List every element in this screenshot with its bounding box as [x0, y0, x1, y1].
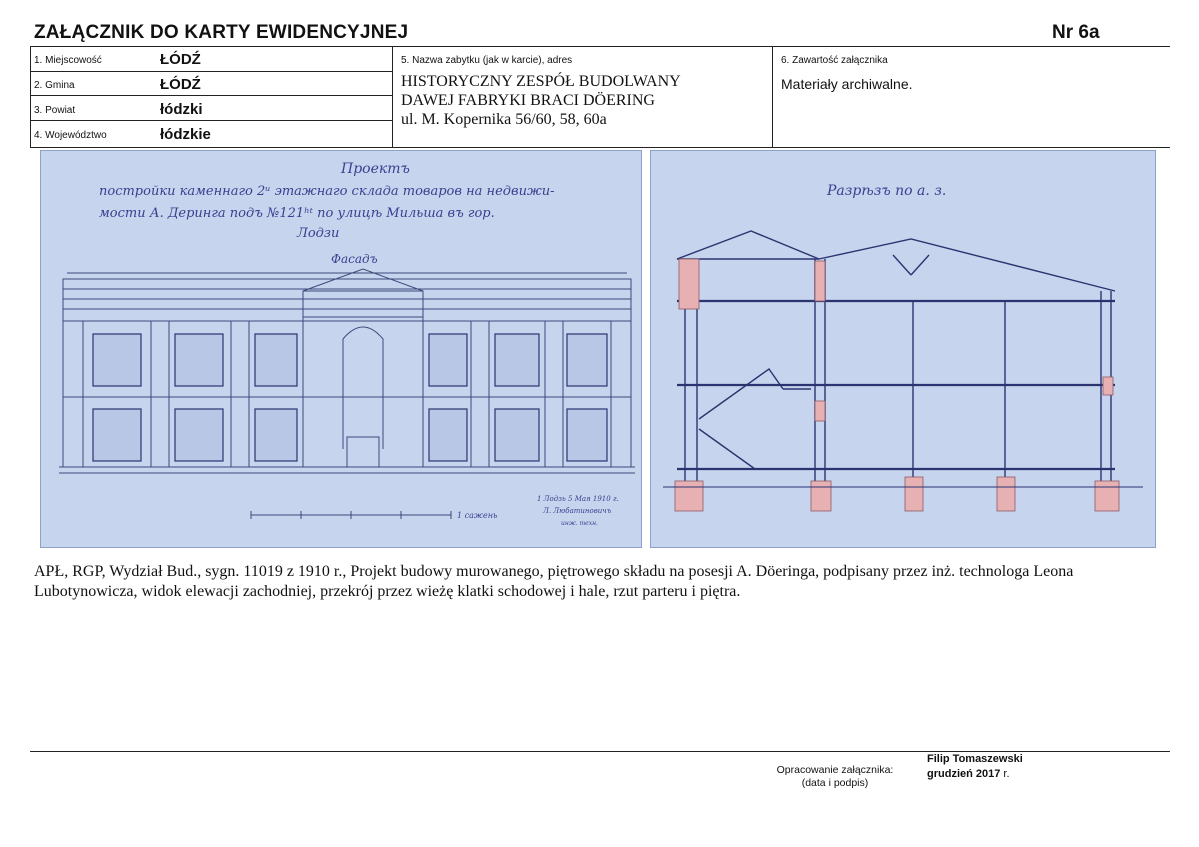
field-value-wojewodztwo: łódzkie: [160, 126, 211, 143]
monument-line: HISTORYCZNY ZESPÓŁ BUDOLWANY: [401, 73, 681, 90]
facade-signature: инж. техн.: [561, 520, 598, 527]
date-suffix: r.: [1000, 768, 1010, 780]
column-divider: [772, 46, 773, 147]
cross-section-svg: [651, 151, 1155, 547]
facade-scale-label: 1 сажень: [457, 511, 498, 520]
facade-handwriting: Лодзи: [297, 226, 340, 241]
preparation-label-line: (data i podpis): [801, 777, 869, 789]
facade-subtitle: Фасадъ: [331, 252, 378, 266]
form-bottom-rule: [30, 147, 1170, 148]
row-divider: [30, 95, 392, 96]
monument-line: DAWEJ FABRYKI BRACI DÖERING: [401, 92, 655, 109]
archival-caption: APŁ, RGP, Wydział Bud., sygn. 11019 z 1910 r., Projekt budowy murowanego, piętrowego składu na posesji A. Döeringa, podpisany przez inż. technologa Leona Lubotynowicza, widok elewacji zachodniej, przekrój przez wieżę klatki schodowej i hale, rzut parteru i piętra.: [34, 563, 1074, 600]
field-value-powiat: łódzki: [160, 101, 203, 118]
facade-handwriting: Проектъ: [341, 161, 410, 177]
field-label-gmina: 2. Gmina: [34, 80, 75, 91]
section-drawing: [650, 150, 1156, 548]
preparation-label-line: Opracowanie załącznika:: [776, 764, 894, 776]
facade-handwriting: мости А. Деринга подъ №121ʰᵗ по улицѣ Мильша въ гор.: [99, 206, 495, 221]
monument-name-address: [401, 72, 681, 129]
facade-handwriting: постройки каменнаго 2ᵘ этажнаго склада товаров на недвижи-: [99, 184, 555, 199]
author-block: [927, 752, 1023, 782]
facade-drawing: [40, 150, 642, 548]
section-title: Разрѣзъ по а. з.: [827, 183, 947, 199]
row-divider: [30, 120, 392, 121]
column-divider: [392, 46, 393, 147]
field-value-miejscowosc: ŁÓDŹ: [160, 51, 201, 68]
attachment-number: Nr 6a: [1052, 22, 1100, 43]
page-title: ZAŁĄCZNIK DO KARTY EWIDENCYJNEJ: [34, 22, 409, 43]
facade-signature: Л. Любатиновичъ: [543, 507, 612, 515]
field-value-contents: Materiały archiwalne.: [781, 76, 913, 92]
field-label-powiat: 3. Powiat: [34, 105, 76, 116]
facade-signature: 1 Лодзь 5 Мая 1910 г.: [537, 495, 619, 503]
field-label-monument: 5. Nazwa zabytku (jak w karcie), adres: [401, 55, 573, 66]
header-rule: [30, 46, 1170, 47]
facade-elevation-svg: [41, 151, 641, 547]
row-divider: [30, 71, 392, 72]
field-label-wojewodztwo: 4. Województwo: [34, 130, 107, 141]
author-name: Filip Tomaszewski: [927, 753, 1023, 765]
field-value-gmina: ŁÓDŹ: [160, 76, 201, 93]
field-label-miejscowosc: 1. Miejscowość: [34, 55, 102, 66]
preparation-label: [760, 764, 910, 790]
form-left-edge: [30, 46, 31, 147]
field-label-contents: 6. Zawartość załącznika: [781, 55, 888, 66]
monument-line: ul. M. Kopernika 56/60, 58, 60a: [401, 111, 607, 128]
date-month-year: grudzień 2017: [927, 768, 1001, 780]
preparation-date: [927, 767, 1023, 782]
